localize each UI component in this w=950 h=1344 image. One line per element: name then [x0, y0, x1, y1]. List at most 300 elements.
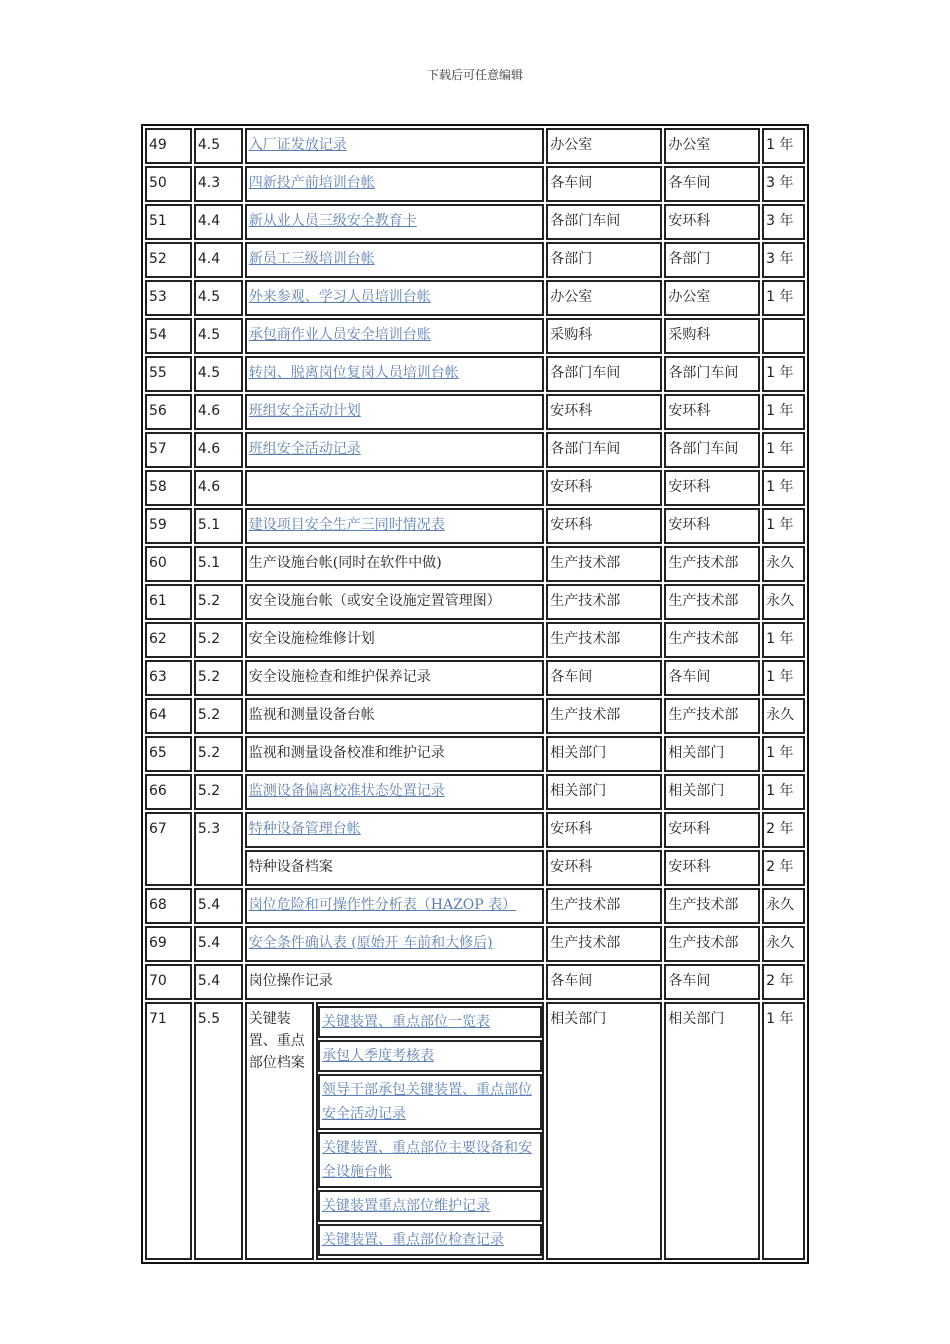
responsible-dept-text: 相关部门 [550, 783, 607, 799]
record-name [245, 774, 545, 810]
responsible-dept [546, 394, 662, 430]
record-name [245, 660, 545, 696]
row-number [145, 736, 192, 772]
row-number-text: 68 [149, 897, 167, 913]
record-link[interactable]: 特种设备管理台帐 [248, 821, 361, 837]
keeping-dept-text: 安环科 [668, 821, 711, 837]
responsible-dept [546, 926, 662, 962]
keeping-dept [664, 280, 760, 316]
retention-period [762, 394, 805, 430]
table-row [145, 584, 805, 620]
keeping-dept-text: 各部门车间 [668, 365, 739, 381]
responsible-dept-text: 安环科 [550, 859, 593, 875]
retention-period [762, 774, 805, 810]
responsible-dept [546, 166, 662, 202]
keeping-dept-text: 安环科 [668, 213, 711, 229]
table-row [145, 698, 805, 734]
keeping-dept [664, 356, 760, 392]
record-link[interactable]: 新员工三级培训台帐 [248, 251, 375, 267]
keeping-dept [664, 926, 760, 962]
responsible-dept [546, 964, 662, 1000]
keeping-dept [664, 546, 760, 582]
clause-number [194, 394, 243, 430]
row-number [145, 622, 192, 658]
responsible-dept [546, 204, 662, 240]
keeping-dept-text: 各车间 [668, 175, 711, 191]
clause-number-text: 4.5 [197, 365, 221, 381]
record-name-text: 安全设施台帐（或安全设施定置管理图） [248, 593, 501, 609]
row-number [145, 242, 192, 278]
retention-period-text: 3 年 [766, 251, 794, 267]
keeping-dept-text: 生产技术部 [668, 707, 739, 723]
responsible-dept-text: 各部门车间 [550, 365, 621, 381]
keeping-dept [664, 394, 760, 430]
row-number-text: 55 [149, 365, 167, 381]
sub-record-name [318, 1190, 542, 1222]
keeping-dept [664, 1002, 760, 1260]
row-number-text: 49 [149, 137, 167, 153]
keeping-dept [664, 660, 760, 696]
retention-period-text: 永久 [766, 555, 795, 571]
keeping-dept [664, 318, 760, 354]
clause-number [194, 318, 243, 354]
clause-number-text: 5.1 [197, 517, 221, 533]
row-number-text: 51 [149, 213, 167, 229]
row-number [145, 470, 192, 506]
retention-period [762, 736, 805, 772]
clause-number-text: 5.2 [197, 669, 221, 685]
record-name [245, 470, 545, 506]
table-row [145, 470, 805, 506]
table-row [145, 660, 805, 696]
clause-number [194, 128, 243, 164]
keeping-dept-text: 各部门车间 [668, 441, 739, 457]
sub-record-name [318, 1074, 542, 1130]
keeping-dept [664, 242, 760, 278]
retention-period-text: 2 年 [766, 821, 794, 837]
row-number [145, 356, 192, 392]
responsible-dept [546, 812, 662, 848]
record-link[interactable]: 领导干部承包关键装置、重点部位安全活动记录 [322, 1082, 533, 1122]
retention-period [762, 432, 805, 468]
clause-number-text: 5.4 [197, 935, 221, 951]
retention-period [762, 622, 805, 658]
row-number [145, 508, 192, 544]
table-row [145, 736, 805, 772]
clause-number [194, 242, 243, 278]
retention-period-text: 1 年 [766, 745, 794, 761]
record-link[interactable]: 安全条件确认表 (原始开 车前和大修后) [248, 935, 493, 951]
table-row [145, 242, 805, 278]
record-link[interactable]: 新从业人员三级安全教育卡 [248, 213, 417, 229]
row-number [145, 584, 192, 620]
row-number-text: 50 [149, 175, 167, 191]
record-link[interactable]: 关键装置重点部位维护记录 [322, 1198, 491, 1214]
responsible-dept [546, 1002, 662, 1260]
record-name [245, 736, 545, 772]
keeping-dept-text: 相关部门 [668, 1011, 725, 1027]
record-link[interactable]: 入厂证发放记录 [248, 137, 347, 153]
records-table [141, 124, 809, 1264]
sub-record-row [318, 1040, 542, 1072]
record-name [245, 128, 545, 164]
retention-period [762, 1002, 805, 1260]
table-row [145, 1002, 805, 1260]
record-name [245, 394, 545, 430]
responsible-dept [546, 508, 662, 544]
retention-period [762, 204, 805, 240]
row-number-text: 61 [149, 593, 167, 609]
table-row [145, 280, 805, 316]
retention-period-text: 1 年 [766, 137, 794, 153]
retention-period [762, 128, 805, 164]
clause-number [194, 508, 243, 544]
clause-number [194, 812, 243, 886]
retention-period [762, 812, 805, 848]
record-link[interactable]: 班组安全活动计划 [248, 403, 361, 419]
row-number [145, 128, 192, 164]
record-link[interactable]: 班组安全活动记录 [248, 441, 361, 457]
clause-number-text: 4.6 [197, 403, 221, 419]
retention-period-text: 2 年 [766, 859, 794, 875]
record-group-text: 关键装置、重点部位档案 [248, 1011, 305, 1071]
sub-record-name [318, 1006, 542, 1038]
retention-period-text: 永久 [766, 897, 795, 913]
row-number [145, 394, 192, 430]
responsible-dept [546, 470, 662, 506]
row-number [145, 546, 192, 582]
retention-period-text: 1 年 [766, 783, 794, 799]
record-name [245, 622, 545, 658]
responsible-dept [546, 622, 662, 658]
table-row [145, 204, 805, 240]
record-link[interactable]: 转岗、脱离岗位复岗人员培训台帐 [248, 365, 459, 381]
keeping-dept [664, 736, 760, 772]
record-link[interactable]: 监测设备偏离校准状态处置记录 [248, 783, 445, 799]
table-row [145, 508, 805, 544]
record-name-text: 安全设施检查和维护保养记录 [248, 669, 431, 685]
row-number [145, 812, 192, 886]
responsible-dept-text: 采购科 [550, 327, 593, 343]
retention-period [762, 698, 805, 734]
clause-number [194, 774, 243, 810]
table-row [145, 166, 805, 202]
clause-number [194, 622, 243, 658]
keeping-dept-text: 安环科 [668, 479, 711, 495]
record-name [245, 850, 545, 886]
record-name [245, 546, 545, 582]
table-row [145, 356, 805, 392]
record-name-text: 生产设施台帐(同时在软件中做) [248, 555, 442, 571]
clause-number-text: 5.1 [197, 555, 221, 571]
clause-number [194, 660, 243, 696]
retention-period-text: 1 年 [766, 669, 794, 685]
retention-period-text: 1 年 [766, 365, 794, 381]
keeping-dept [664, 698, 760, 734]
retention-period [762, 926, 805, 962]
record-name [245, 964, 545, 1000]
record-name [245, 204, 545, 240]
retention-period-text: 1 年 [766, 517, 794, 533]
table-row [145, 622, 805, 658]
sub-record-row [318, 1224, 542, 1256]
responsible-dept-text: 各车间 [550, 973, 593, 989]
row-number-text: 52 [149, 251, 167, 267]
clause-number [194, 470, 243, 506]
record-name [245, 508, 545, 544]
clause-number-text: 5.2 [197, 593, 221, 609]
keeping-dept [664, 470, 760, 506]
record-group [245, 1002, 314, 1260]
keeping-dept [664, 204, 760, 240]
clause-number [194, 698, 243, 734]
responsible-dept-text: 安环科 [550, 479, 593, 495]
responsible-dept [546, 736, 662, 772]
record-link[interactable]: 承包商作业人员安全培训台账 [248, 327, 431, 343]
responsible-dept-text: 安环科 [550, 517, 593, 533]
clause-number [194, 204, 243, 240]
responsible-dept-text: 各车间 [550, 669, 593, 685]
retention-period [762, 508, 805, 544]
clause-number-text: 4.4 [197, 251, 221, 267]
row-number-text: 56 [149, 403, 167, 419]
record-name [245, 242, 545, 278]
responsible-dept [546, 888, 662, 924]
record-name [245, 812, 545, 848]
retention-period [762, 356, 805, 392]
retention-period [762, 584, 805, 620]
keeping-dept-text: 各车间 [668, 669, 711, 685]
row-number-text: 67 [149, 821, 167, 837]
record-name [245, 318, 545, 354]
sub-record-name [318, 1040, 542, 1072]
clause-number [194, 964, 243, 1000]
record-link[interactable]: 关键装置、重点部位检查记录 [322, 1232, 505, 1248]
sub-record-name [318, 1224, 542, 1256]
clause-number-text: 5.4 [197, 973, 221, 989]
responsible-dept [546, 774, 662, 810]
responsible-dept-text: 办公室 [550, 137, 593, 153]
responsible-dept-text: 各部门车间 [550, 441, 621, 457]
keeping-dept-text: 安环科 [668, 517, 711, 533]
responsible-dept [546, 432, 662, 468]
responsible-dept [546, 356, 662, 392]
record-name [245, 166, 545, 202]
keeping-dept [664, 964, 760, 1000]
retention-period-text: 3 年 [766, 213, 794, 229]
sub-record-row [318, 1074, 542, 1130]
responsible-dept [546, 660, 662, 696]
record-link[interactable]: 四新投产前培训台帐 [248, 175, 375, 191]
row-number [145, 280, 192, 316]
responsible-dept-text: 安环科 [550, 821, 593, 837]
row-number-text: 71 [149, 1011, 167, 1027]
keeping-dept [664, 508, 760, 544]
clause-number [194, 546, 243, 582]
retention-period-text: 永久 [766, 707, 795, 723]
row-number-text: 62 [149, 631, 167, 647]
clause-number-text: 4.5 [197, 137, 221, 153]
retention-period-text: 1 年 [766, 631, 794, 647]
keeping-dept [664, 622, 760, 658]
row-number [145, 926, 192, 962]
record-name-text: 监视和测量设备台帐 [248, 707, 375, 723]
responsible-dept-text: 各部门 [550, 251, 593, 267]
responsible-dept [546, 128, 662, 164]
clause-number [194, 736, 243, 772]
clause-number-text: 5.3 [197, 821, 221, 837]
clause-number [194, 280, 243, 316]
row-number-text: 54 [149, 327, 167, 343]
retention-period [762, 470, 805, 506]
keeping-dept [664, 774, 760, 810]
record-name [245, 280, 545, 316]
responsible-dept-text: 各车间 [550, 175, 593, 191]
row-number-text: 69 [149, 935, 167, 951]
row-number [145, 432, 192, 468]
responsible-dept [546, 318, 662, 354]
row-number [145, 660, 192, 696]
row-number-text: 60 [149, 555, 167, 571]
retention-period [762, 660, 805, 696]
clause-number-text: 5.2 [197, 745, 221, 761]
table-row [145, 850, 805, 886]
clause-number [194, 356, 243, 392]
clause-number [194, 926, 243, 962]
record-name-text: 岗位操作记录 [248, 973, 333, 989]
row-number [145, 318, 192, 354]
responsible-dept [546, 850, 662, 886]
responsible-dept-text: 相关部门 [550, 745, 607, 761]
responsible-dept-text: 生产技术部 [550, 897, 621, 913]
keeping-dept [664, 166, 760, 202]
clause-number-text: 5.5 [197, 1011, 221, 1027]
keeping-dept-text: 生产技术部 [668, 631, 739, 647]
record-name-text: 监视和测量设备校准和维护记录 [248, 745, 445, 761]
table-row [145, 546, 805, 582]
responsible-dept [546, 698, 662, 734]
record-name [245, 926, 545, 962]
keeping-dept [664, 812, 760, 848]
row-number [145, 204, 192, 240]
clause-number-text: 4.4 [197, 213, 221, 229]
retention-period [762, 964, 805, 1000]
retention-period-text: 1 年 [766, 403, 794, 419]
row-number [145, 964, 192, 1000]
responsible-dept [546, 280, 662, 316]
record-name [245, 698, 545, 734]
clause-number [194, 888, 243, 924]
record-name [245, 356, 545, 392]
row-number [145, 166, 192, 202]
keeping-dept [664, 432, 760, 468]
sub-record-row [318, 1190, 542, 1222]
keeping-dept-text: 安环科 [668, 859, 711, 875]
row-number-text: 59 [149, 517, 167, 533]
row-number [145, 698, 192, 734]
row-number-text: 57 [149, 441, 167, 457]
record-name [245, 888, 545, 924]
clause-number-text: 5.4 [197, 897, 221, 913]
row-number-text: 63 [149, 669, 167, 685]
clause-number [194, 584, 243, 620]
clause-number-text: 5.2 [197, 783, 221, 799]
responsible-dept-text: 生产技术部 [550, 593, 621, 609]
sub-record-row [318, 1132, 542, 1188]
record-link[interactable]: 建设项目安全生产三同时情况表 [248, 517, 445, 533]
responsible-dept-text: 生产技术部 [550, 707, 621, 723]
retention-period-text: 2 年 [766, 973, 794, 989]
retention-period-text: 1 年 [766, 479, 794, 495]
responsible-dept-text: 生产技术部 [550, 631, 621, 647]
keeping-dept-text: 各车间 [668, 973, 711, 989]
sub-record-name [318, 1132, 542, 1188]
record-name-text: 安全设施检维修计划 [248, 631, 375, 647]
record-link[interactable]: 承包人季度考核表 [322, 1048, 435, 1064]
clause-number-text: 4.5 [197, 289, 221, 305]
responsible-dept [546, 546, 662, 582]
row-number-text: 64 [149, 707, 167, 723]
clause-number [194, 432, 243, 468]
responsible-dept-text: 相关部门 [550, 1011, 607, 1027]
row-number [145, 774, 192, 810]
responsible-dept-text: 生产技术部 [550, 555, 621, 571]
retention-period [762, 888, 805, 924]
table-row [145, 926, 805, 962]
clause-number [194, 166, 243, 202]
keeping-dept-text: 各部门 [668, 251, 711, 267]
table-row [145, 774, 805, 810]
keeping-dept [664, 584, 760, 620]
record-link[interactable]: 岗位危险和可操作性分析表（HAZOP 表） [248, 897, 517, 913]
retention-period-text: 永久 [766, 935, 795, 951]
table-row [145, 812, 805, 848]
sub-record-row [318, 1006, 542, 1038]
keeping-dept-text: 办公室 [668, 137, 711, 153]
record-name [245, 584, 545, 620]
table-row [145, 964, 805, 1000]
table-row [145, 394, 805, 430]
responsible-dept [546, 242, 662, 278]
sub-record-list [316, 1002, 544, 1260]
record-link[interactable]: 关键装置、重点部位一览表 [322, 1014, 491, 1030]
keeping-dept [664, 888, 760, 924]
retention-period [762, 318, 805, 354]
keeping-dept-text: 采购科 [668, 327, 711, 343]
retention-period-text: 永久 [766, 593, 795, 609]
table-row [145, 318, 805, 354]
record-link[interactable]: 外来参观、学习人员培训台帐 [248, 289, 431, 305]
record-name [245, 432, 545, 468]
row-number-text: 66 [149, 783, 167, 799]
keeping-dept-text: 安环科 [668, 403, 711, 419]
clause-number [194, 1002, 243, 1260]
keeping-dept-text: 生产技术部 [668, 935, 739, 951]
retention-period [762, 166, 805, 202]
retention-period-text: 1 年 [766, 441, 794, 457]
keeping-dept-text: 相关部门 [668, 745, 725, 761]
row-number-text: 58 [149, 479, 167, 495]
retention-period-text: 1 年 [766, 289, 794, 305]
row-number-text: 65 [149, 745, 167, 761]
clause-number-text: 4.6 [197, 441, 221, 457]
retention-period [762, 850, 805, 886]
keeping-dept [664, 128, 760, 164]
row-number [145, 1002, 192, 1260]
clause-number-text: 4.3 [197, 175, 221, 191]
record-link[interactable]: 关键装置、重点部位主要设备和安全设施台帐 [322, 1140, 533, 1180]
keeping-dept-text: 生产技术部 [668, 593, 739, 609]
